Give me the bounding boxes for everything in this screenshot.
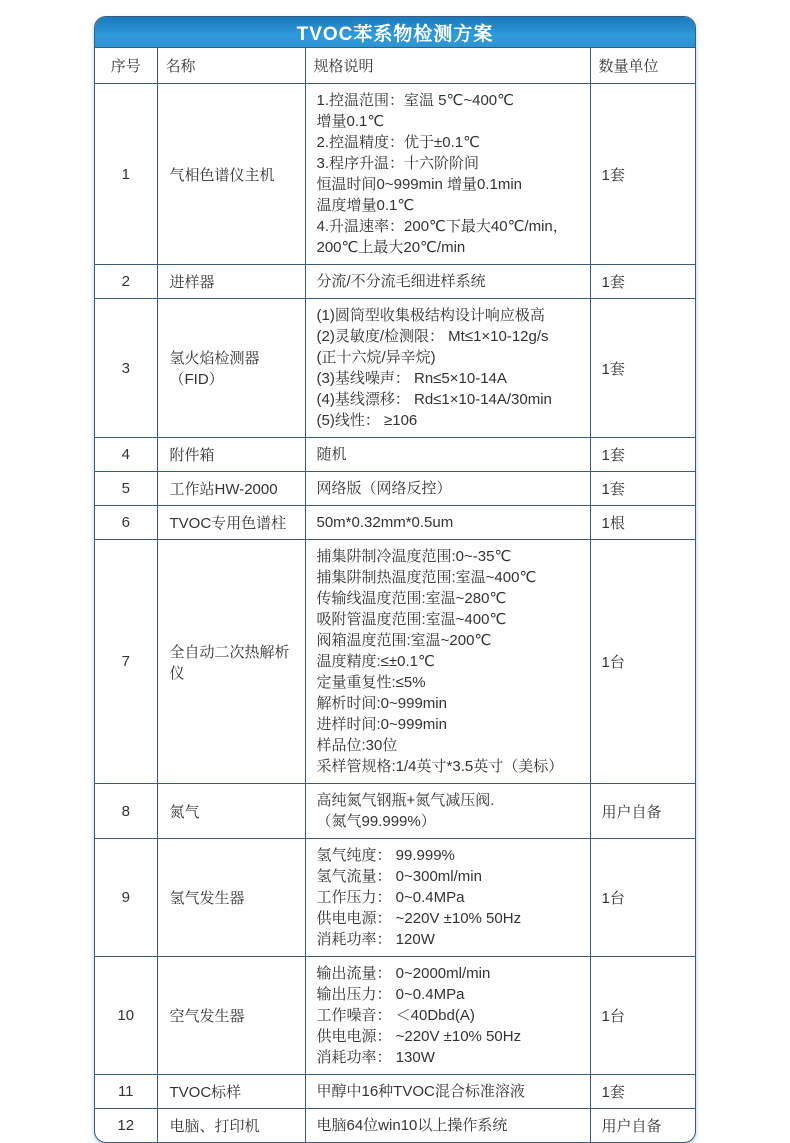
cell-quantity-unit: 1套 [590,438,695,472]
cell-item-name: 气相色谱仪主机 [157,84,305,265]
cell-serial-number: 11 [95,1075,157,1109]
header-row [95,48,695,84]
table-row [95,957,695,1075]
cell-serial-number: 5 [95,472,157,506]
title-bar [95,17,695,48]
cell-specification [305,784,590,839]
table-row [95,540,695,784]
cell-specification [305,265,590,299]
table-row [95,1075,695,1109]
cell-quantity-unit: 1台 [590,957,695,1075]
table-row [95,1109,695,1143]
spec-line: 1.控温范围：室温 5℃~400℃ [316,92,514,109]
spec-line: 采样管规格:1/4英寸*3.5英寸（美标） [316,758,564,775]
cell-quantity-unit: 1套 [590,299,695,438]
cell-specification [305,1075,590,1109]
spec-line: 定量重复性:≤5% [316,674,426,691]
spec-line: 吸附管温度范围:室温~400℃ [316,611,507,628]
cell-serial-number: 8 [95,784,157,839]
spec-line: 50m*0.32mm*0.5um [316,514,454,531]
cell-serial-number: 4 [95,438,157,472]
table-row [95,839,695,957]
table-row [95,438,695,472]
spec-line: 随机 [316,446,347,463]
spec-line: 高纯氮气钢瓶+氮气减压阀. [316,792,495,809]
cell-serial-number: 3 [95,299,157,438]
spec-line: 消耗功率： 120W [316,931,435,948]
spec-line: 电脑64位win10以上操作系统 [316,1117,508,1134]
spec-line: 温度精度:≤±0.1℃ [316,653,435,670]
spec-line: 工作噪音： ＜40Dbd(A) [316,1007,475,1024]
spec-line: 3.程序升温：十六阶阶间 [316,155,480,172]
cell-serial-number: 9 [95,839,157,957]
spec-line: 供电电源： ~220V ±10% 50Hz [316,910,522,927]
table-row [95,506,695,540]
cell-item-name: 氢火焰检测器（FID） [157,299,305,438]
cell-specification [305,299,590,438]
spec-line: (5)线性： ≥106 [316,412,418,429]
spec-line: 工作压力： 0~0.4MPa [316,889,465,906]
cell-specification [305,84,590,265]
table-body [95,84,695,1143]
cell-item-name: 进样器 [157,265,305,299]
spec-table [95,48,695,1142]
cell-specification [305,438,590,472]
table-row [95,784,695,839]
cell-item-name: 电脑、打印机 [157,1109,305,1143]
spec-line: 样品位:30位 [316,737,398,754]
spec-line: 捕集阱制热温度范围:室温~400℃ [316,569,537,586]
cell-item-name: 氮气 [157,784,305,839]
spec-line: 分流/不分流毛细进样系统 [316,273,486,290]
cell-specification [305,472,590,506]
page-title: TVOC苯系物检测方案 [296,23,494,45]
cell-quantity-unit: 1台 [590,839,695,957]
cell-serial-number: 7 [95,540,157,784]
spec-line: (4)基线漂移： Rd≤1×10-14A/30min [316,391,552,408]
spec-line: 供电电源： ~220V ±10% 50Hz [316,1028,522,1045]
cell-quantity-unit: 1套 [590,472,695,506]
header-specification: 规格说明 [305,48,590,84]
cell-serial-number: 2 [95,265,157,299]
cell-quantity-unit: 1根 [590,506,695,540]
spec-line: 进样时间:0~999min [316,716,447,733]
table-row [95,265,695,299]
header-quantity-unit: 数量单位 [590,48,695,84]
spec-line: 传输线温度范围:室温~280℃ [316,590,507,607]
spec-line: 增量0.1℃ [316,113,385,130]
cell-item-name: 附件箱 [157,438,305,472]
spec-line: 4.升温速率：200℃下最大40℃/min， [316,218,568,235]
spec-line: 2.控温精度：优于±0.1℃ [316,134,480,151]
spec-line: 阀箱温度范围:室温~200℃ [316,632,492,649]
cell-specification [305,540,590,784]
spec-line: 输出压力： 0~0.4MPa [316,986,465,1003]
spec-line: (3)基线噪声： Rn≤5×10-14A [316,370,507,387]
header-serial-number: 序号 [95,48,157,84]
spec-line: （氮气99.999%） [316,813,436,830]
cell-quantity-unit: 1台 [590,540,695,784]
cell-item-name: 全自动二次热解析仪 [157,540,305,784]
cell-item-name: 工作站HW-2000 [157,472,305,506]
cell-serial-number: 6 [95,506,157,540]
table-row [95,472,695,506]
cell-serial-number: 12 [95,1109,157,1143]
table-row [95,84,695,265]
cell-item-name: 氢气发生器 [157,839,305,957]
spec-line: 甲醇中16种TVOC混合标准溶液 [316,1083,525,1100]
spec-line: 200℃上最大20℃/min [316,239,466,256]
cell-specification [305,839,590,957]
cell-quantity-unit: 用户自备 [590,784,695,839]
spec-line: 消耗功率： 130W [316,1049,435,1066]
spec-line: 温度增量0.1℃ [316,197,415,214]
cell-item-name: TVOC标样 [157,1075,305,1109]
cell-quantity-unit: 1套 [590,265,695,299]
cell-quantity-unit: 1套 [590,84,695,265]
cell-quantity-unit: 1套 [590,1075,695,1109]
table-row [95,299,695,438]
cell-item-name: TVOC专用色谱柱 [157,506,305,540]
spec-line: 恒温时间0~999min 增量0.1min [316,176,522,193]
plan-card [94,16,696,1143]
cell-serial-number: 1 [95,84,157,265]
header-item-name: 名称 [157,48,305,84]
spec-line: 氢气纯度： 99.999% [316,847,455,864]
spec-line: (2)灵敏度/检测限： Mt≤1×10-12g/s [316,328,549,345]
spec-line: 输出流量： 0~2000ml/min [316,965,491,982]
spec-line: 捕集阱制冷温度范围:0~-35℃ [316,548,512,565]
spec-line: (1)圆筒型收集极结构设计响应极高 [316,307,545,324]
cell-specification [305,957,590,1075]
spec-line: 解析时间:0~999min [316,695,447,712]
cell-specification [305,506,590,540]
spec-line: 氢气流量： 0~300ml/min [316,868,482,885]
cell-serial-number: 10 [95,957,157,1075]
cell-item-name: 空气发生器 [157,957,305,1075]
cell-quantity-unit: 用户自备 [590,1109,695,1143]
spec-line: 网络版（网络反控） [316,480,452,497]
cell-specification [305,1109,590,1143]
spec-line: (正十六烷/异辛烷) [316,349,436,366]
